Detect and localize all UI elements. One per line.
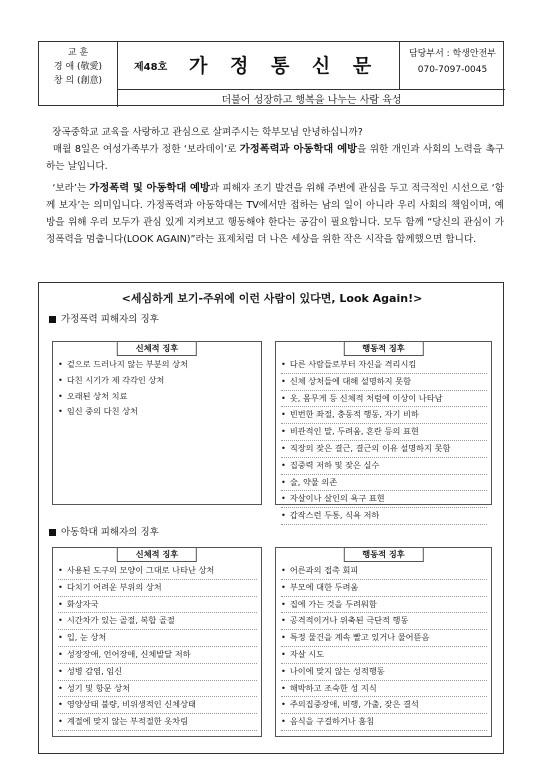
list-item: • 성장장애, 언어장애, 신체발달 저하 — [58, 647, 257, 664]
paragraph-text: ‘보라’는 — [52, 183, 90, 194]
list-item: • 자살 시도 — [281, 647, 487, 664]
emphasis-text: 가정폭력과 아동학대 예방 — [239, 143, 358, 155]
list-item: • 성기 및 항문 상처 — [58, 681, 257, 698]
panel-caption: 신체적 징후 — [117, 341, 197, 356]
list-item: • 성병 감염, 임신 — [58, 664, 257, 681]
list-item: • 해박하고 조숙한 성 지식 — [281, 681, 487, 698]
phone: 070-7097-0045 — [417, 65, 488, 75]
paragraph-text: 을 위한 개인과 사회의 노력을 촉구하는 날입니다. — [46, 144, 504, 172]
warning-signs-box — [38, 282, 504, 754]
list-item: • 공격적이거나 위축된 극단적 행동 — [281, 613, 487, 630]
list-item: • 옷, 몸무게 등 신체적 처럼에 이상이 나타남 — [281, 391, 487, 408]
list-item: • 다른 사람들로부터 자신을 격리시킴 — [281, 357, 487, 374]
list-item: • 집에 가는 것을 두려워함 — [281, 597, 487, 614]
newsletter-header — [38, 41, 504, 106]
motto-line: 교 훈 — [67, 48, 89, 58]
header-divider — [118, 89, 505, 90]
child-abuse-heading — [49, 524, 159, 538]
list-item: • 부모에 대한 두려움 — [281, 580, 487, 597]
domestic-violence-heading — [49, 311, 159, 325]
section-heading-text: 가정폭력 피해자의 징후 — [61, 314, 159, 325]
list-item: • 시간차가 있는 골절, 복합 골절 — [58, 613, 257, 630]
panel-caption: 신체적 징후 — [117, 547, 197, 562]
department-info — [399, 42, 505, 89]
list-item: • 어른과의 접촉 회피 — [281, 563, 487, 580]
school-motto — [39, 42, 118, 107]
list-item: • 특정 물건을 계속 빨고 있거나 물어뜯음 — [281, 630, 487, 647]
list-item: • 갑작스런 두통, 식욕 저하 — [281, 508, 487, 525]
issue-number: 제48호 — [134, 62, 168, 73]
list-item: • 음식을 구걸하거나 훔침 — [281, 714, 487, 731]
list-item: • 집중력 저하 및 잦은 실수 — [281, 458, 487, 475]
list-item: • 임신 중의 다친 상처 — [58, 404, 257, 420]
square-bullet-icon — [49, 529, 56, 536]
child-behavioral-panel — [275, 547, 492, 737]
greeting-text: 장곡중학교 교육을 사랑하고 관심으로 살펴주시는 학부모님 안녕하십니까? — [52, 127, 363, 138]
motto-line: 창 의 (創意) — [53, 76, 103, 86]
purple-day-paragraph — [46, 141, 504, 175]
list-item: • 술, 약물 의존 — [281, 475, 487, 492]
list-item: • 겉으로 드러나지 않는 부분의 상처 — [58, 357, 257, 373]
list-item: • 오래된 상처 치료 — [58, 389, 257, 405]
list-item: • 다치기 어려운 부위의 상처 — [58, 580, 257, 597]
list-item: • 계절에 맞지 않는 부적절한 옷차림 — [58, 714, 257, 731]
panel-caption: 행동적 징후 — [343, 547, 423, 562]
meaning-paragraph — [46, 180, 504, 248]
list-item: • 영양상태 불량, 비위생적인 신체상태 — [58, 697, 257, 714]
school-slogan: 더불어 성장하고 행복을 나누는 사람 육성 — [221, 95, 402, 106]
list-item: • 화상자국 — [58, 597, 257, 614]
paragraph-text: 매월 8일은 여성가족부가 정한 ‘보라데이’로 — [52, 144, 240, 155]
domestic-physical-panel — [52, 341, 262, 505]
list-item: • 나이에 맞지 않는 성적행동 — [281, 664, 487, 681]
motto-line: 경 애 (敬愛) — [53, 62, 103, 72]
box-title: <세심하게 보기-주위에 이런 사람이 있다면, Look Again!> — [121, 292, 423, 305]
list-item: • 사용된 도구의 모양이 그대로 나타난 상처 — [58, 563, 257, 580]
child-physical-list — [58, 563, 257, 731]
domestic-behavioral-panel — [275, 341, 492, 521]
panel-caption: 행동적 징후 — [343, 341, 423, 356]
list-item: • 직장의 잦은 결근, 결근의 이유 설명하지 못함 — [281, 441, 487, 458]
domestic-behavioral-list — [281, 357, 487, 525]
list-item: • 주의집중장애, 비행, 가출, 잦은 결석 — [281, 697, 487, 714]
list-item: • 입, 눈 상처 — [58, 630, 257, 647]
list-item: • 신체 상처들에 대해 설명하지 못함 — [281, 374, 487, 391]
child-physical-panel — [52, 547, 262, 737]
list-item: • 빈번한 좌절, 충동적 행동, 자기 비하 — [281, 407, 487, 424]
child-behavioral-list — [281, 563, 487, 731]
department: 담당부서 : 학생안전부 — [408, 49, 496, 59]
square-bullet-icon — [49, 316, 56, 323]
domestic-physical-list — [58, 357, 257, 420]
emphasis-text: 가정폭력 및 아동학대 예방 — [89, 182, 210, 194]
greeting-paragraph — [46, 124, 504, 141]
paragraph-text: 과 피해자 조기 발견을 위해 주변에 관심을 두고 적극적인 시선으로 ‘함께 보자’는 의미입니다. 가정폭력과 아동학대는 TV에서만 접하는 남의 일이 아니라 우리 사회의 책임이며, 예방을 위해 우리 모두가 관심 있게 지켜보고 행동해야 한다는 공감이 필요합니다. 모두 함께 “당신의 관심이 가정폭력을 멈춥니다(LOOK AGAIN)”라는 표제처럼 더 나은 세상을 위한 작은 시작을 함께했으면 합니다. — [46, 183, 505, 245]
section-heading-text: 아동학대 피해자의 징후 — [61, 527, 159, 538]
list-item: • 비관적인 말, 두려움, 혼란 등의 표현 — [281, 424, 487, 441]
newsletter-title: 가 정 통 신 문 — [189, 55, 380, 77]
list-item: • 다친 시기가 제 각각인 상처 — [58, 373, 257, 389]
list-item: • 자살이나 살인의 욕구 표현 — [281, 491, 487, 508]
